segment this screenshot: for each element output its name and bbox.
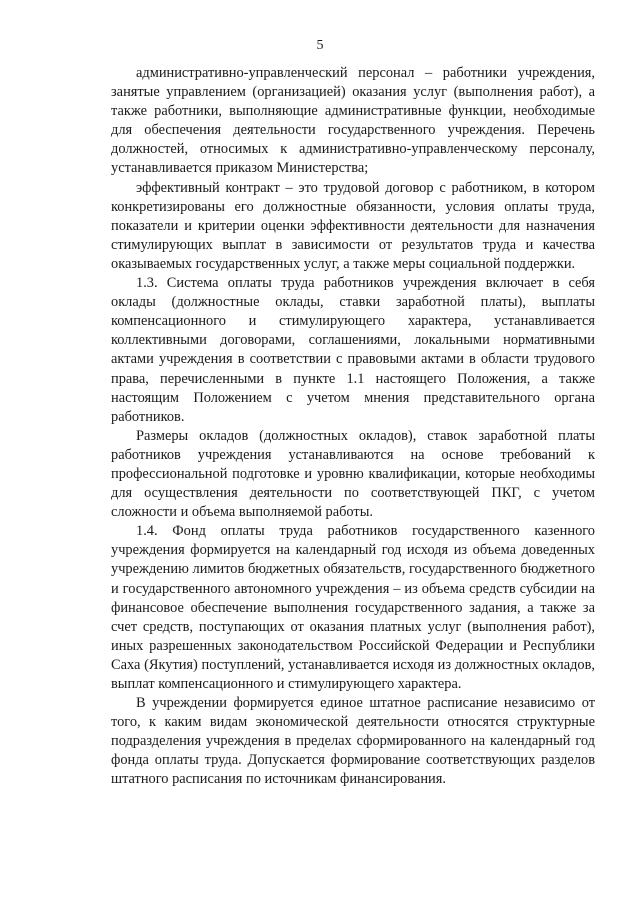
paragraph-effective-contract-definition: эффективный контракт – это трудовой договор с работником, в котором конкретизированы его должностные обязанности, условия оплаты труда, показатели и критерии оценки эффективности деятельности для назначения стимулирующих выплат в зависимости от результатов труда и качества оказываемых государственных услуг, а также меры социальной поддержки. — [111, 179, 595, 272]
page-number: 5 — [316, 38, 324, 53]
paragraph-1-3-pay-system: 1.3. Система оплаты труда работников учреждения включает в себя оклады (должностные оклады, ставки заработной платы), выплаты компенсационного и стимулирующего характера, устанавливается коллективными договорами, соглашениями, локальными нормативными актами учреждения в соответствии с правовыми актами в области трудового права, перечисленными в пункте 1.1 настоящего Положения, а также настоящим Положением с учетом мнения представительного органа работников. — [111, 275, 595, 425]
paragraph-staffing-schedule: В учреждении формируется единое штатное расписание независимо от того, к каким видам экономической деятельности относятся структурные подразделения учреждения в пределах сформированного на календарный год фонда оплаты труда. Допускается формирование соответствующих разделов штатного расписания по источникам финансирования. — [111, 695, 595, 788]
document-body — [111, 64, 595, 790]
paragraph-salary-sizes: Размеры окладов (должностных окладов), ставок заработной платы работников учреждения устанавливаются на основе требований к профессиональной подготовке и уровню квалификации, которые необходимы для осуществления деятельности по соответствующей ПКГ, с учетом сложности и объема выполняемой работы. — [111, 427, 595, 521]
paragraph-1-4-pay-fund: 1.4. Фонд оплаты труда работников государственного казенного учреждения формируется на календарный год исходя из объема доведенных учреждению лимитов бюджетных обязательств, государственного бюджетного и государственного автономного учреждения – из объема средств субсидии на финансовое обеспечение выполнения государственного задания, а также за счет средств, поступающих от оказания платных услуг (выполнения работ), иных разрешенных законодательством Российской Федерации и Республики Саха (Якутия) поступлений, устанавливается исходя из должностных окладов, выплат компенсационного и стимулирующего характера. — [111, 523, 595, 692]
paragraph-admin-staff-definition: административно-управленческий персонал – работники учреждения, занятые управлением (организацией) оказания услуг (выполнения работ), а также работники, выполняющие административные функции, необходимые для обеспечения деятельности государственного учреждения. Перечень должностей, относимых к административно-управленческому персоналу, устанавливается приказом Министерства; — [111, 65, 595, 177]
